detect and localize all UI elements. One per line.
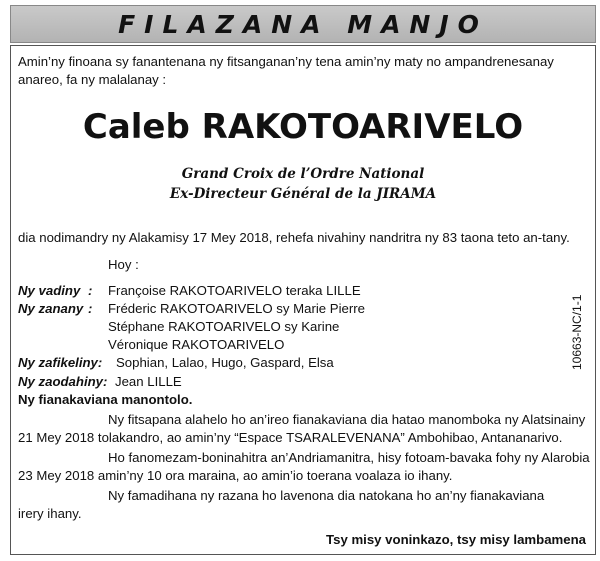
vadiny-label: Ny vadiny <box>18 283 81 298</box>
zanany-item: Stéphane RAKOTOARIVELO sy Karine <box>108 319 340 334</box>
zanany-item: Fréderic RAKOTOARIVELO sy Marie Pierre <box>108 301 365 316</box>
zaodahiny-value: Jean LILLE <box>115 374 182 389</box>
zaodahiny-label: Ny zaodahiny: <box>18 374 108 389</box>
reference-code: 10663-NC/1-1 <box>570 294 584 370</box>
intro-line-1: Amin’ny finoana sy fanantenana ny fitsanganan’ny tena amin’ny maty no ampandrenesanay <box>18 54 554 69</box>
hoy-label: Hoy : <box>108 257 139 272</box>
zafikeliny-label: Ny zafikeliny: <box>18 355 103 370</box>
body-p3-line-1: Ny famadihana ny razana ho lavenona dia natokana ho an’ny fianakaviana <box>108 488 545 503</box>
deceased-name: Caleb RAKOTOARIVELO <box>82 107 524 147</box>
body-p2-line-2: 23 Mey 2018 amin’ny 10 ora maraina, ao amin’io toerana voalaza io ihany. <box>18 468 453 483</box>
header-title: FILAZANA MANJO <box>118 9 488 39</box>
body-p1-line-1: Ny fitsapana alahelo ho an’ireo fianakaviana dia hatao manomboka ny Alatsinainy <box>108 412 586 427</box>
zanany-label: Ny zanany <box>18 301 84 316</box>
vadiny-colon: : <box>88 283 93 298</box>
intro-line-2: anareo, fa ny malalanay : <box>18 72 167 87</box>
header-banner <box>10 5 596 43</box>
vadiny-value: Françoise RAKOTOARIVELO teraka LILLE <box>108 283 361 298</box>
zanany-colon: : <box>88 301 93 316</box>
death-notice: dia nodimandry ny Alakamisy 17 Mey 2018, rehefa nivahiny nandritra ny 83 taona teto an-tany. <box>18 230 570 245</box>
deceased-title-1: Grand Croix de l’Ordre National <box>181 166 425 182</box>
closing-line: Tsy misy voninkazo, tsy misy lambamena <box>326 532 586 547</box>
body-p1-line-2: 21 Mey 2018 tolakandro, ao amin’ny “Espace TSARALEVENANA” Ambohibao, Antananarivo. <box>18 430 563 445</box>
body-p3-line-2: irery ihany. <box>18 506 82 521</box>
family-all: Ny fianakaviana manontolo. <box>18 392 193 407</box>
zanany-item: Véronique RAKOTOARIVELO <box>108 337 285 352</box>
deceased-title-2: Ex-Directeur Général de la JIRAMA <box>169 186 437 202</box>
zafikeliny-value: Sophian, Lalao, Hugo, Gaspard, Elsa <box>116 355 334 370</box>
body-p2-line-1: Ho fanomezam-boninahitra an’Andriamanitra, hisy fotoam-bavaka fohy ny Alarobia <box>108 450 590 465</box>
